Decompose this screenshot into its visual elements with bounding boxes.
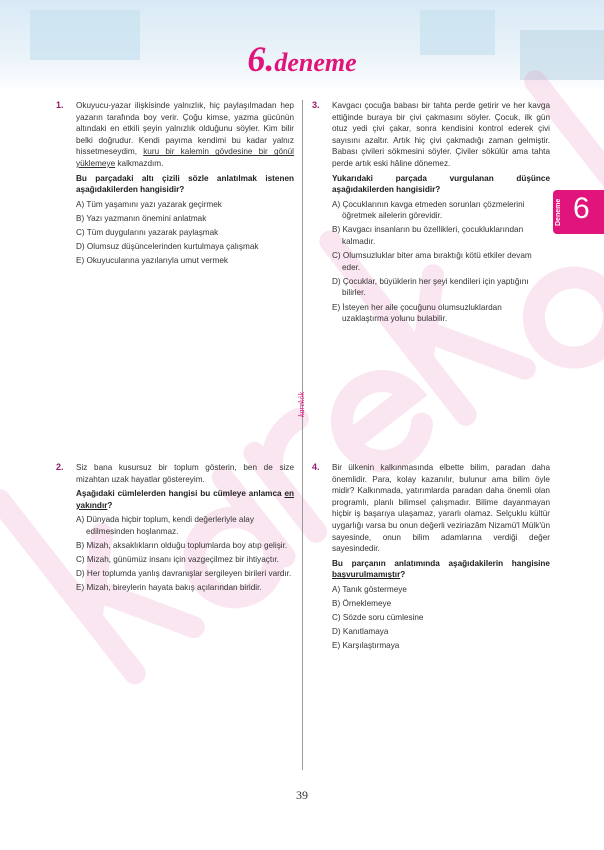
- option-e[interactable]: E) Mizah, bireylerin hayata bakış açılarından biridir.: [76, 583, 262, 593]
- option-e[interactable]: E) Okuyucularına yazılarıyla umut vermek: [76, 256, 228, 266]
- question-number: 4.: [312, 462, 320, 472]
- question-stem: Bu parçanın anlatımında aşağıdakilerin hangisine başvurulmamıştır?: [332, 558, 550, 580]
- option-a[interactable]: A) Çocuklarının kavga etmeden sorunları çözmelerini öğretmek ailelerin görevidir.: [332, 199, 525, 221]
- title-word: deneme: [274, 48, 357, 77]
- question-stem: Yukarıdaki parçada vurgulanan düşünce aşağıdakilerden hangisidir?: [332, 173, 550, 195]
- option-b[interactable]: B) Yazı yazmanın önemini anlatmak: [76, 213, 207, 223]
- question-1: [56, 100, 295, 269]
- option-c[interactable]: C) Sözde soru cümlesine: [332, 613, 424, 623]
- question-text: Okuyucu-yazar ilişkisinde yalnızlık, hiç paylaşılmadan hep yazarın tarafında boy verir. Çoğu kimse, yazma gücünün altındaki en etkili şeyin yalnızlık olduğunu söyler. Kim bilir belki doğrudur. Kendi payıma kendimi bu kadar yalnız hissetmeseydim, kuru bir kalemin gövdesine bir gönül yüklemeye kalkmazdım.: [76, 101, 295, 168]
- option-e[interactable]: E) İsteyen her aile çocuğunu olumsuzluklardan uzaklaştırma yolunu bulabilir.: [332, 302, 502, 324]
- question-2: [56, 462, 294, 596]
- option-a[interactable]: A) Dünyada hiçbir toplum, kendi değerleriyle alay edilmesinden hoşlanmaz.: [76, 515, 254, 536]
- page-number: 39: [296, 788, 308, 802]
- option-b[interactable]: B) Kavgacı insanların bu özellikleri, çocukluklarından kalmadır.: [332, 225, 524, 247]
- option-c[interactable]: C) Mizah, günümüz insanı için vazgeçilmez bir ihtiyaçtır.: [76, 555, 279, 565]
- question-number: 1.: [56, 100, 64, 110]
- option-c[interactable]: C) Tüm duygularını yazarak paylaşmak: [76, 227, 219, 237]
- column-divider: [302, 100, 303, 770]
- option-d[interactable]: D) Olumsuz düşüncelerinden kurtulmaya çalışmak: [76, 242, 259, 252]
- question-number: 2.: [56, 462, 64, 472]
- option-e[interactable]: E) Karşılaştırmaya: [332, 641, 400, 651]
- page-title: [0, 38, 604, 80]
- question-text: Siz bana kusursuz bir toplum gösterin, ben de size mizahtan uzak hayatlar göstereyim.: [76, 463, 294, 484]
- question-stem: Aşağıdaki cümlelerden hangisi bu cümleye anlamca en yakındır?: [76, 489, 294, 510]
- title-number: 6.: [247, 39, 275, 79]
- option-a[interactable]: A) Tanık göstermeye: [332, 584, 407, 594]
- option-d[interactable]: D) Çocuklar, büyüklerin her şeyi kendileri için yaptığını bilirler.: [332, 276, 529, 298]
- option-b[interactable]: B) Örneklemeye: [332, 599, 392, 609]
- center-label: karekök: [297, 391, 307, 418]
- option-b[interactable]: B) Mizah, aksaklıkların olduğu toplumlarda boy atıp gelişir.: [76, 541, 288, 551]
- question-text: Bir ülkenin kalkınmasında elbette bilim, paradan daha önemlidir. Para, kolay kazanılır, bulunur ama bilim öyle midir? Kalkınmada, yatırımlarda paradan daha önemli olan programlı, planlı bilimsel çalışmadır. Bilime dayanmayan hiçbir iş başarıya ulaşamaz, yararlı olamaz. Selçuklu kültür uygarlığı varsa bu onun değerli veziriazâm Nizamü'l Mülk'ün sayesinde, onun bilim adamlarına verdiği değer sayesindedir.: [332, 463, 550, 554]
- option-d[interactable]: D) Her toplumda yanlış davranışlar sergileyen birileri vardır.: [76, 569, 292, 579]
- side-tab-number: 6: [573, 192, 590, 225]
- question-stem: Bu parçadaki altı çizili sözle anlatılmak istenen aşağıdakilerden hangisidir?: [76, 173, 294, 195]
- question-number: 3.: [312, 100, 320, 110]
- question-4: [312, 462, 550, 654]
- option-d[interactable]: D) Kanıtlamaya: [332, 627, 389, 637]
- question-3: [312, 100, 550, 327]
- side-tab: [553, 190, 604, 234]
- option-c[interactable]: C) Olumsuzluklar biter ama bıraktığı kötü etkiler devam eder.: [332, 251, 532, 272]
- option-a[interactable]: A) Tüm yaşamını yazı yazarak geçirmek: [76, 199, 222, 209]
- side-tab-label: Deneme: [555, 198, 562, 226]
- question-text: Kavgacı çocuğa babası bir tahta perde getirir ve her kavga ettiğinde buraya bir çivi çakmasını söyler. Çocuk, ilk gün otuz yedi çivi çakar, sonra kendisini kontrol ederek çivi sayısını azaltır. Artık hiç çivi çakmadığı zaman gelmiştir. Babası çivileri sökmesini söyler. Çiviler sökülür ama tahta perde artık eski hâline dönemez.: [332, 101, 550, 168]
